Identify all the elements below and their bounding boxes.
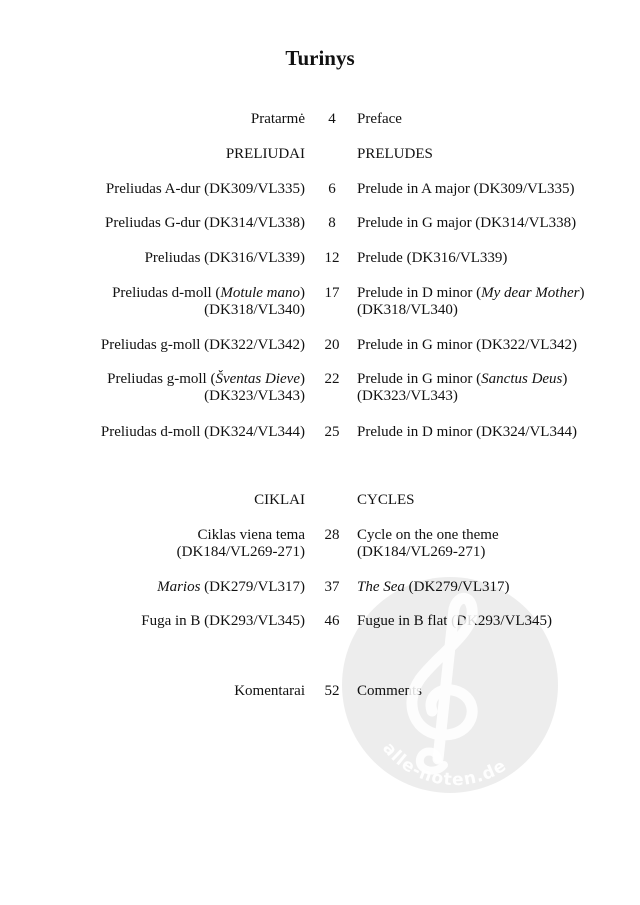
text-segment: Komentarai: [234, 683, 305, 699]
lithuanian-title: [101, 337, 305, 354]
english-title: [357, 337, 577, 354]
text-segment: Preliudas A-dur (DK309/VL335): [105, 181, 305, 197]
title-line: [107, 388, 305, 405]
text-segment: (DK318/VL340): [204, 302, 305, 318]
title-line: [226, 146, 305, 163]
title-line: [101, 424, 305, 441]
italic-text: Sanctus Deus: [481, 371, 563, 387]
title-line: [357, 388, 567, 405]
english-title: [357, 527, 499, 561]
page-number: 37: [324, 579, 340, 595]
title-line: [357, 544, 499, 561]
text-segment: ): [300, 285, 305, 301]
text-segment: ): [300, 371, 305, 387]
italic-text: Marios: [157, 579, 201, 595]
text-segment: Preliudas d-moll (DK324/VL344): [100, 424, 305, 440]
text-segment: Preface: [357, 111, 402, 127]
title-line: [357, 181, 574, 198]
page-number: 46: [324, 613, 340, 629]
text-segment: Prelude in G major (DK314/VL338): [357, 215, 577, 231]
lithuanian-title: [234, 683, 305, 700]
page-number: 6: [328, 181, 336, 197]
lithuanian-title: [112, 285, 305, 319]
title-line: [105, 215, 305, 232]
text-segment: Fugue in B flat (DK293/VL345): [357, 613, 552, 629]
english-title: [357, 146, 433, 163]
text-segment: Comments: [357, 683, 423, 699]
title-line: [357, 302, 584, 319]
lithuanian-title: [145, 250, 305, 267]
title-line: [357, 527, 499, 544]
lithuanian-title: [251, 111, 305, 128]
watermark-logo: [340, 575, 560, 795]
text-segment: Preliudas (DK316/VL339): [144, 250, 305, 266]
text-segment: ): [579, 285, 585, 301]
text-segment: (DK184/VL269-271): [357, 544, 486, 560]
title-line: [112, 302, 305, 319]
text-segment: Prelude in A major (DK309/VL335): [357, 181, 575, 197]
text-segment: (DK323/VL343): [357, 388, 458, 404]
title-line: [177, 544, 305, 561]
lithuanian-title: [141, 613, 305, 630]
text-segment: ): [562, 371, 568, 387]
text-segment: Preliudas G-dur (DK314/VL338): [105, 215, 305, 231]
title-line: [357, 250, 507, 267]
text-segment: Prelude in D minor (: [357, 285, 482, 301]
text-segment: Preliudas g-moll (: [107, 371, 216, 387]
title-line: [254, 492, 305, 509]
lithuanian-title: [101, 424, 305, 441]
english-title: [357, 424, 577, 441]
title-line: [157, 579, 305, 596]
title-line: [106, 181, 305, 198]
italic-text: My dear Mother: [481, 285, 580, 301]
title-line: [141, 613, 305, 630]
page-number: 28: [324, 527, 340, 543]
english-title: [357, 111, 402, 128]
page-number: 20: [324, 337, 340, 353]
lithuanian-title: [254, 492, 305, 509]
title-line: [145, 250, 305, 267]
text-segment: (DK318/VL340): [357, 302, 458, 318]
english-title: [357, 285, 584, 319]
text-segment: Preliudas g-moll (DK322/VL342): [100, 337, 305, 353]
english-title: [357, 215, 576, 232]
title-line: [357, 371, 567, 388]
title-line: [234, 683, 305, 700]
lithuanian-title: [106, 181, 305, 198]
title-line: [357, 146, 433, 163]
title-line: [101, 337, 305, 354]
text-segment: Prelude (DK316/VL339): [357, 250, 508, 266]
text-segment: Prelude in G minor (DK322/VL342): [357, 337, 577, 353]
english-title: [357, 492, 415, 509]
italic-text: Motule mano: [220, 285, 300, 301]
text-segment: Preliudas d-moll (: [112, 285, 221, 301]
page-number: 12: [324, 250, 340, 266]
english-title: [357, 371, 567, 405]
italic-text: Šventas Dieve: [215, 371, 300, 387]
watermark-text: alle-noten.de: [378, 738, 511, 791]
text-segment: Prelude in D minor (DK324/VL344): [357, 424, 577, 440]
title-line: [251, 111, 305, 128]
page-number: 25: [324, 424, 340, 440]
title-line: [357, 215, 576, 232]
english-title: [357, 181, 574, 198]
title-line: [357, 285, 584, 302]
title-line: [177, 527, 305, 544]
title-line: [357, 492, 415, 509]
text-segment: CIKLAI: [254, 492, 305, 508]
text-segment: Pratarmė: [250, 111, 305, 127]
page-title: Turinys: [285, 46, 355, 70]
lithuanian-title: [105, 215, 305, 232]
title-line: [112, 285, 305, 302]
lithuanian-title: [177, 527, 305, 561]
text-segment: (DK184/VL269-271): [176, 544, 305, 560]
page-number: 8: [328, 215, 336, 231]
title-line: [357, 424, 577, 441]
lithuanian-title: [157, 579, 305, 596]
title-line: [357, 337, 577, 354]
text-segment: CYCLES: [357, 492, 415, 508]
page-number: 52: [324, 683, 340, 699]
page-number: 17: [324, 285, 340, 301]
lithuanian-title: [107, 371, 305, 405]
page-number: 22: [324, 371, 340, 387]
text-segment: (DK279/VL317): [404, 579, 510, 595]
lithuanian-title: [226, 146, 305, 163]
text-segment: Fuga in B (DK293/VL345): [141, 613, 305, 629]
text-segment: PRELIUDAI: [225, 146, 305, 162]
text-segment: (DK279/VL317): [200, 579, 305, 595]
page-number: 4: [328, 111, 336, 127]
title-line: [107, 371, 305, 388]
english-title: [357, 250, 507, 267]
text-segment: PRELUDES: [357, 146, 433, 162]
text-segment: Prelude in G minor (: [357, 371, 482, 387]
italic-text: The Sea: [357, 579, 405, 595]
text-segment: Cycle on the one theme: [357, 527, 499, 543]
title-line: [357, 111, 402, 128]
text-segment: Ciklas viena tema: [197, 527, 305, 543]
text-segment: (DK323/VL343): [204, 388, 305, 404]
